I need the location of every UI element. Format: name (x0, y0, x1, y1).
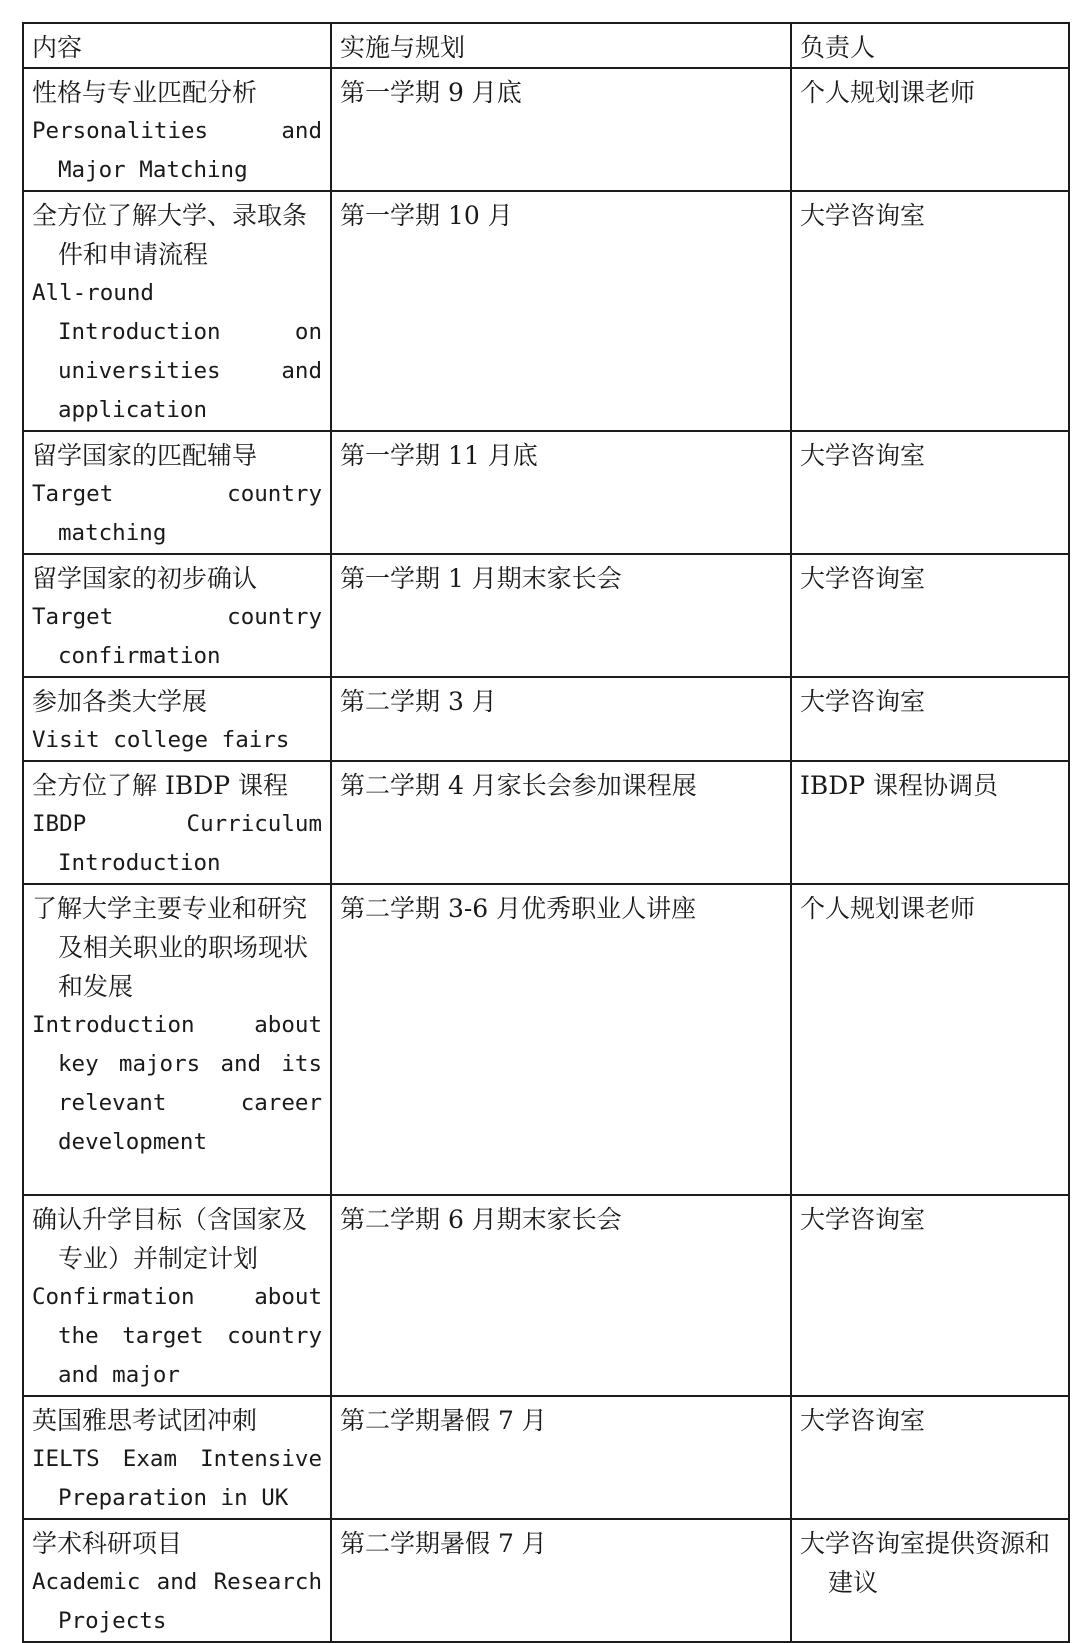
table-row (23, 884, 1069, 1195)
header-content: 内容 (23, 23, 331, 68)
owner-text: 大学咨询室 (800, 687, 926, 716)
row-owner-cell (791, 761, 1069, 884)
row-content-cell (23, 68, 331, 191)
owner-text: IBDP 课程协调员 (800, 771, 999, 800)
row-owner-cell (791, 191, 1069, 431)
row-content-cell (23, 761, 331, 884)
row-plan-cell (331, 1195, 791, 1396)
planning-table (22, 22, 1070, 1643)
content-en: Academic and Research Projects (32, 1569, 322, 1634)
row-content-cell (23, 1396, 331, 1519)
plan-text: 第二学期 3-6 月优秀职业人讲座 (340, 894, 697, 923)
table-row (23, 191, 1069, 431)
owner-text: 个人规划课老师 (800, 78, 976, 107)
header-plan: 实施与规划 (331, 23, 791, 68)
row-plan-cell (331, 431, 791, 554)
content-zh: 确认升学目标（含国家及专业）并制定计划 (32, 1205, 308, 1273)
row-owner-cell (791, 1195, 1069, 1396)
row-plan-cell (331, 1519, 791, 1642)
plan-table-container (22, 22, 1070, 1643)
content-en: Introduction about key majors and its relevant career development (32, 1012, 322, 1155)
row-owner-cell (791, 68, 1069, 191)
row-owner-cell (791, 1396, 1069, 1519)
plan-text: 第一学期 9 月底 (340, 78, 522, 107)
content-zh: 全方位了解 IBDP 课程 (32, 771, 289, 800)
row-owner-cell (791, 431, 1069, 554)
row-owner-cell (791, 677, 1069, 761)
plan-text: 第一学期 1 月期末家长会 (340, 564, 622, 593)
table-row (23, 1396, 1069, 1519)
content-en: Visit college fairs (32, 727, 290, 753)
table-header-row (23, 23, 1069, 68)
owner-text: 大学咨询室 (800, 201, 926, 230)
table-row (23, 677, 1069, 761)
content-zh: 性格与专业匹配分析 (32, 78, 258, 107)
content-en: IBDP Curriculum Introduction (32, 811, 322, 876)
table-row (23, 431, 1069, 554)
plan-text: 第二学期暑假 7 月 (340, 1529, 547, 1558)
row-content-cell (23, 884, 331, 1195)
content-en: Target country confirmation (32, 604, 322, 669)
owner-text: 大学咨询室 (800, 441, 926, 470)
content-en: Target country matching (32, 481, 322, 546)
row-plan-cell (331, 1396, 791, 1519)
content-zh: 留学国家的初步确认 (32, 564, 258, 593)
plan-text: 第一学期 11 月底 (340, 441, 538, 470)
header-owner: 负责人 (791, 23, 1069, 68)
plan-text: 第二学期 6 月期末家长会 (340, 1205, 622, 1234)
owner-text: 大学咨询室提供资源和建议 (800, 1529, 1051, 1597)
content-zh: 学术科研项目 (32, 1529, 183, 1558)
owner-text: 大学咨询室 (800, 564, 926, 593)
content-zh: 参加各类大学展 (32, 687, 208, 716)
content-zh: 了解大学主要专业和研究及相关职业的职场现状和发展 (32, 894, 309, 1001)
content-zh: 全方位了解大学、录取条件和申请流程 (32, 201, 308, 269)
plan-text: 第一学期 10 月 (340, 201, 513, 230)
owner-text: 个人规划课老师 (800, 894, 976, 923)
content-en: Confirmation about the target country and major (32, 1284, 322, 1388)
table-row (23, 554, 1069, 677)
table-row (23, 68, 1069, 191)
row-content-cell (23, 554, 331, 677)
row-plan-cell (331, 68, 791, 191)
row-plan-cell (331, 554, 791, 677)
content-en: Personalities and Major Matching (32, 118, 322, 183)
row-owner-cell (791, 1519, 1069, 1642)
row-owner-cell (791, 554, 1069, 677)
row-owner-cell (791, 884, 1069, 1195)
row-plan-cell (331, 884, 791, 1195)
table-row (23, 1519, 1069, 1642)
row-content-cell (23, 1519, 331, 1642)
plan-text: 第二学期 4 月家长会参加课程展 (340, 771, 697, 800)
table-row (23, 761, 1069, 884)
owner-text: 大学咨询室 (800, 1205, 926, 1234)
owner-text: 大学咨询室 (800, 1406, 926, 1435)
table-row (23, 1195, 1069, 1396)
content-zh: 留学国家的匹配辅导 (32, 441, 258, 470)
row-content-cell (23, 431, 331, 554)
plan-text: 第二学期 3 月 (340, 687, 497, 716)
row-content-cell (23, 677, 331, 761)
row-content-cell (23, 191, 331, 431)
plan-text: 第二学期暑假 7 月 (340, 1406, 547, 1435)
content-zh: 英国雅思考试团冲刺 (32, 1406, 258, 1435)
row-plan-cell (331, 761, 791, 884)
row-plan-cell (331, 677, 791, 761)
row-content-cell (23, 1195, 331, 1396)
content-en: IELTS Exam Intensive Preparation in UK (32, 1446, 322, 1511)
content-en: All-round Introduction on universities and application (32, 280, 322, 423)
row-plan-cell (331, 191, 791, 431)
